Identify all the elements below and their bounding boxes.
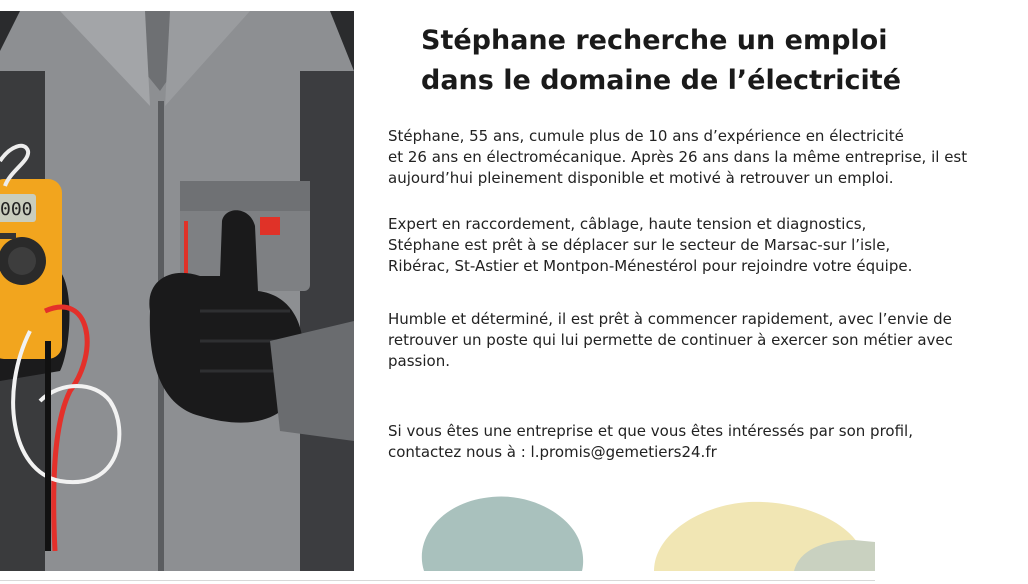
title-line-2: dans le domaine de l’électricité [421, 65, 902, 96]
skills-paragraph [388, 214, 1028, 277]
intro-paragraph [388, 126, 1028, 189]
electrician-photo [0, 11, 354, 571]
skills-line: Ribérac, St-Astier et Montpon-Ménestérol pour rejoindre votre équipe. [388, 257, 913, 275]
personality-line: retrouver un poste qui lui permette de continuer à exercer son métier avec [388, 331, 953, 349]
teal-blob [422, 496, 583, 571]
contact-paragraph [388, 421, 1028, 463]
bottom-margin [0, 571, 875, 584]
decorative-blobs [354, 480, 875, 571]
skills-line: Stéphane est prêt à se déplacer sur le secteur de Marsac-sur l’isle, [388, 236, 891, 254]
multimeter-display: 000 [0, 199, 33, 220]
bottom-divider [0, 580, 875, 581]
personality-line: Humble et déterminé, il est prêt à commencer rapidement, avec l’envie de [388, 310, 952, 328]
title-line-1: Stéphane recherche un emploi [421, 25, 888, 56]
personality-line: passion. [388, 352, 450, 370]
skills-line: Expert en raccordement, câblage, haute tension et diagnostics, [388, 215, 867, 233]
page-title [421, 21, 1021, 101]
contact-email-line[interactable]: contactez nous à : l.promis@gemetiers24.fr [388, 443, 717, 461]
contact-line: Si vous êtes une entreprise et que vous êtes intéressés par son profil, [388, 422, 913, 440]
intro-line: aujourd’hui pleinement disponible et motivé à retrouver un emploi. [388, 169, 894, 187]
intro-line: Stéphane, 55 ans, cumule plus de 10 ans d’expérience en électricité [388, 127, 904, 145]
intro-line: et 26 ans en électromécanique. Après 26 ans dans la même entreprise, il est [388, 148, 968, 166]
personality-paragraph [388, 309, 1028, 372]
